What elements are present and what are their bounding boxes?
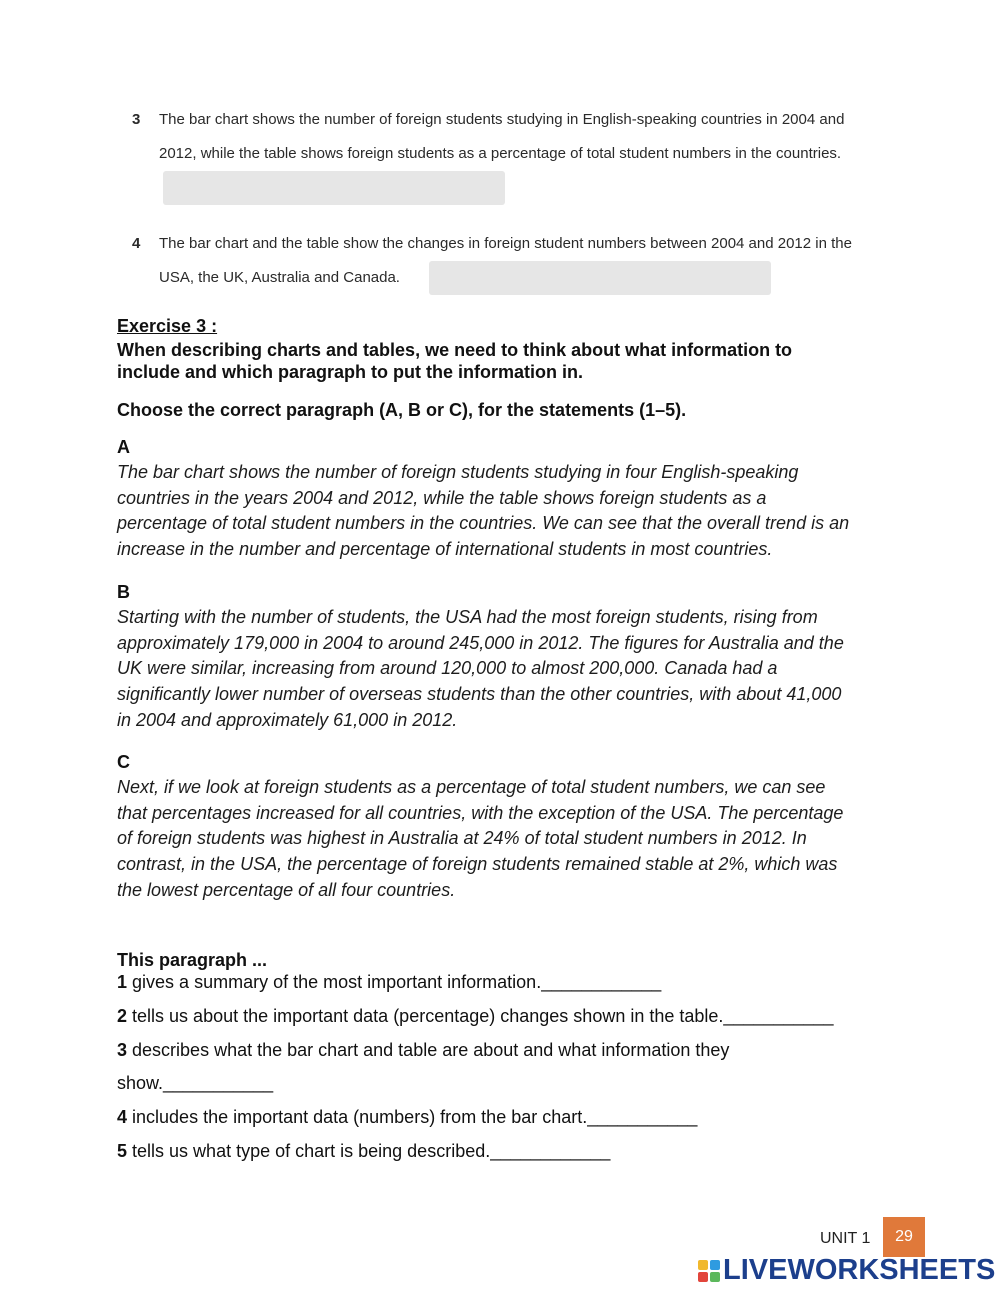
paragraph-line: the lowest percentage of all four countries. [117, 879, 456, 900]
paragraph-a [117, 460, 917, 563]
question-text-line: 2012, while the table shows foreign students as a percentage of total student numbers in the countries. [159, 145, 842, 162]
paragraph-line: UK were similar, increasing from around 120,000 to almost 200,000. Canada had a [117, 658, 778, 679]
question-text-line: USA, the UK, Australia and Canada. [159, 269, 400, 286]
paragraph-line: Next, if we look at foreign students as a percentage of total student numbers, we can see [117, 777, 826, 797]
exercise-title: Exercise 3 : [117, 316, 218, 336]
paragraph-line: contrast, in the USA, the percentage of foreign students remained stable at 2%, which was [117, 854, 838, 875]
liveworksheets-logo-icon [698, 1260, 720, 1282]
statement-3-continued [117, 1073, 273, 1094]
paragraph-line: that percentages increased for all countries, with the exception of the USA. The percentage [117, 802, 844, 823]
statement-text[interactable]: tells us about the important data (percentage) changes shown in the table.___________ [132, 1006, 834, 1026]
paragraph-c [117, 775, 917, 904]
statement-number: 1 [117, 972, 128, 992]
statement-4 [117, 1107, 697, 1128]
paragraph-line: The bar chart shows the number of foreign students studying in four English-speaking [117, 462, 799, 482]
statement-number: 2 [117, 1006, 128, 1026]
statement-text[interactable]: includes the important data (numbers) from the bar chart.___________ [132, 1107, 698, 1127]
statements-heading: This paragraph ... [117, 950, 268, 970]
statement-number: 4 [117, 1107, 128, 1127]
exercise-intro-line: include and which paragraph to put the information in. [117, 362, 584, 382]
exercise-intro [117, 339, 792, 383]
statement-5 [117, 1141, 610, 1162]
statement-2 [117, 1006, 834, 1027]
brand-name: LIVEWORKSHEETS [723, 1254, 996, 1286]
paragraph-line: Starting with the number of students, the USA had the most foreign students, rising from [117, 607, 818, 627]
paragraph-line: significantly lower number of overseas students than the other countries, with about 41,000 [117, 684, 842, 705]
statement-1 [117, 972, 661, 993]
question-text-line: The bar chart shows the number of foreign students studying in English-speaking countries in 2004 and [159, 111, 845, 128]
paragraph-line: increase in the number and percentage of international students in most countries. [117, 539, 773, 560]
statement-text[interactable]: show.___________ [117, 1073, 274, 1093]
statement-text[interactable]: tells us what type of chart is being described.____________ [132, 1141, 611, 1161]
unit-label: UNIT 1 [820, 1230, 871, 1247]
paragraph-line: approximately 179,000 in 2004 to around 245,000 in 2012. The figures for Australia and the [117, 632, 844, 653]
paragraph-line: percentage of total student numbers in the countries. We can see that the overall trend is an [117, 513, 850, 534]
paragraph-line: in 2004 and approximately 61,000 in 2012. [117, 709, 458, 730]
exercise-instruction: Choose the correct paragraph (A, B or C), for the statements (1–5). [117, 400, 687, 420]
page-number: 29 [883, 1217, 925, 1257]
question-3 [132, 111, 932, 171]
statement-number: 3 [117, 1040, 128, 1060]
answer-box-4[interactable] [429, 261, 771, 295]
answer-box-3[interactable] [163, 171, 505, 205]
statement-number: 5 [117, 1141, 128, 1161]
paragraph-label-b: B [117, 582, 130, 602]
question-number: 4 [132, 235, 141, 252]
paragraph-line: of foreign students was highest in Australia at 24% of total student numbers in 2012. In [117, 828, 807, 849]
liveworksheets-brand[interactable] [698, 1254, 995, 1287]
paragraph-line: countries in the years 2004 and 2012, while the table shows foreign students as a [117, 487, 767, 508]
statement-3 [117, 1040, 729, 1061]
statement-text: describes what the bar chart and table are about and what information they [132, 1040, 730, 1060]
paragraph-label-a: A [117, 437, 130, 457]
paragraph-label-c: C [117, 752, 130, 772]
exercise-intro-line: When describing charts and tables, we need to think about what information to [117, 340, 793, 360]
question-number: 3 [132, 111, 141, 128]
paragraph-b [117, 605, 917, 734]
question-text-line: The bar chart and the table show the changes in foreign student numbers between 2004 and 2012 in the [159, 235, 852, 252]
statement-text[interactable]: gives a summary of the most important information.____________ [132, 972, 662, 992]
